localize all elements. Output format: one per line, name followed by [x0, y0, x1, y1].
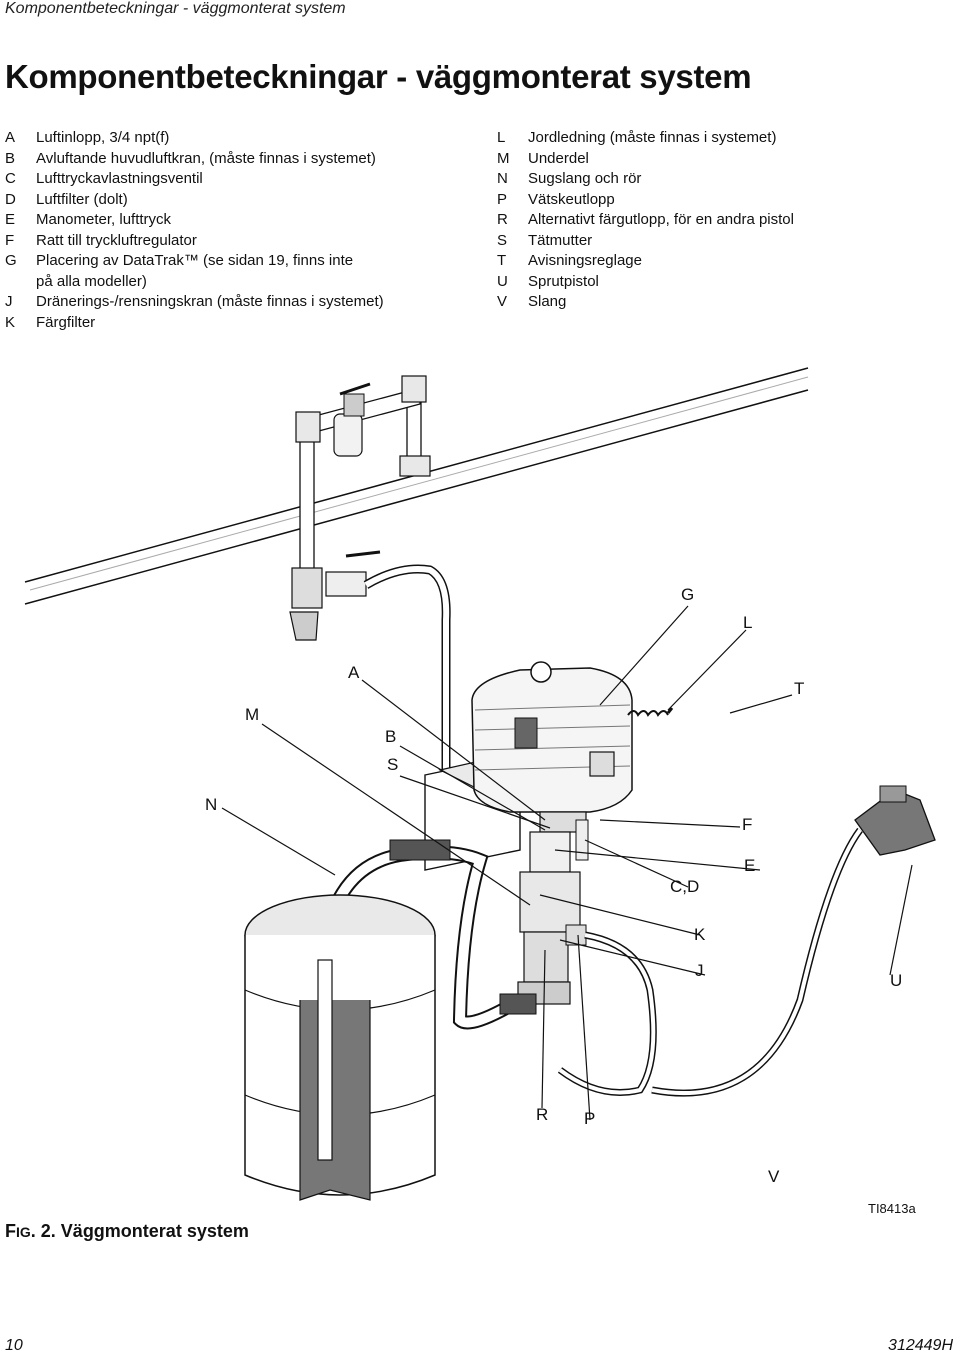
legend-key: M	[497, 149, 510, 167]
spray-gun	[855, 786, 935, 855]
figure-caption-prefix: F	[5, 1221, 16, 1241]
figure-caption	[5, 1221, 249, 1242]
legend-key: B	[5, 149, 16, 167]
pump-motor	[472, 662, 632, 812]
legend-key: E	[5, 211, 16, 228]
legend-row	[5, 210, 475, 231]
legend-row	[497, 149, 937, 170]
callout-E: E	[744, 856, 756, 875]
legend-row	[5, 169, 475, 190]
callout-L: L	[743, 613, 753, 632]
legend-row	[497, 272, 937, 293]
air-hose	[366, 569, 446, 780]
callout-V: V	[768, 1167, 780, 1186]
legend-key: A	[5, 129, 16, 146]
callout-A: A	[348, 663, 360, 682]
legend-key: J	[5, 293, 13, 310]
legend-text: Manometer, lufttryck	[36, 211, 172, 228]
legend-key: N	[497, 170, 508, 187]
legend-row	[497, 251, 937, 272]
legend-text: Alternativt färgutlopp, för en andra pistol	[528, 211, 794, 228]
callout-S: S	[387, 755, 399, 774]
callout-T: T	[794, 679, 805, 698]
callout-CD: C,D	[670, 877, 700, 896]
legend-row	[5, 292, 475, 313]
legend-key: G	[5, 252, 17, 269]
legend-text: Vätskeutlopp	[528, 190, 615, 208]
ground-wire	[628, 708, 672, 715]
page-title: Komponentbeteckningar - väggmonterat system	[5, 58, 752, 95]
callout-K: K	[694, 925, 706, 944]
legend-row	[5, 149, 475, 170]
figure-caption-text: . 2. Väggmonterat system	[30, 1221, 249, 1241]
legend-text: Luftfilter (dolt)	[36, 190, 128, 208]
legend-row	[5, 128, 475, 149]
callout-G: G	[681, 585, 695, 604]
legend-text: Lufttryckavlastningsventil	[36, 170, 203, 187]
legend-key: R	[497, 211, 508, 228]
legend-text: Avluftande huvudluftkran, (måste finnas i systemet)	[36, 149, 376, 167]
legend-text: Ratt till tryckluftregulator	[36, 231, 197, 249]
legend-row	[5, 190, 475, 211]
paint-drum	[245, 895, 435, 1200]
legend-key: C	[5, 170, 16, 187]
lower-pump	[518, 812, 588, 1004]
legend-text: Sugslang och rör	[528, 170, 642, 187]
callout-F: F	[742, 815, 753, 834]
callout-R: R	[536, 1105, 549, 1124]
legend-row	[497, 292, 937, 313]
air-drop-assembly	[290, 376, 430, 640]
legend-text: Underdel	[528, 149, 589, 167]
image-id: TI8413a	[868, 1201, 916, 1215]
figure-caption-prefix-small: IG	[16, 1224, 31, 1240]
legend-row	[5, 231, 475, 252]
legend-text: Placering av DataTrak™ (se sidan 19, finns inte	[36, 252, 354, 269]
legend-key: L	[497, 129, 506, 146]
legend-key: S	[497, 231, 508, 249]
legend-row	[5, 272, 475, 293]
legend-row	[497, 231, 937, 252]
legend-text: på alla modeller)	[36, 272, 147, 290]
legend-text: Tätmutter	[528, 231, 593, 249]
legend-text: Slang	[528, 293, 567, 310]
callout-J: J	[695, 961, 704, 980]
legend-key: F	[5, 231, 15, 249]
legend-text: Jordledning (måste finnas i systemet)	[528, 129, 777, 146]
legend-right	[497, 128, 937, 313]
legend-row	[497, 169, 937, 190]
legend-row	[497, 128, 937, 149]
legend-text: Dränerings-/rensningskran (måste finnas i systemet)	[36, 293, 384, 310]
callout-U: U	[890, 971, 903, 990]
legend-key: T	[497, 252, 507, 269]
callout-N: N	[205, 795, 218, 814]
legend-key: K	[5, 313, 16, 331]
fluid-hose	[560, 830, 860, 1093]
legend-key: U	[497, 272, 508, 290]
callout-P: P	[584, 1109, 596, 1128]
legend-text: Sprutpistol	[528, 272, 599, 290]
legend-key	[5, 272, 36, 293]
legend-key: V	[497, 293, 508, 310]
wall-mounted-system-figure	[0, 355, 960, 1215]
legend-row	[497, 190, 937, 211]
document-number: 312449H	[888, 1337, 953, 1354]
running-header: Komponentbeteckningar - väggmonterat system	[5, 0, 346, 17]
legend-text: Luftinlopp, 3/4 npt(f)	[36, 129, 170, 146]
legend-row	[5, 313, 475, 334]
page-number: 10	[5, 1337, 23, 1354]
callout-B: B	[385, 727, 397, 746]
callout-M: M	[245, 705, 260, 724]
legend-row	[497, 210, 937, 231]
legend-left	[5, 128, 475, 333]
legend-key: D	[5, 190, 16, 208]
legend-key: P	[497, 190, 508, 208]
legend-row	[5, 251, 475, 272]
legend-text: Färgfilter	[36, 313, 96, 331]
legend-text: Avisningsreglage	[528, 252, 642, 269]
